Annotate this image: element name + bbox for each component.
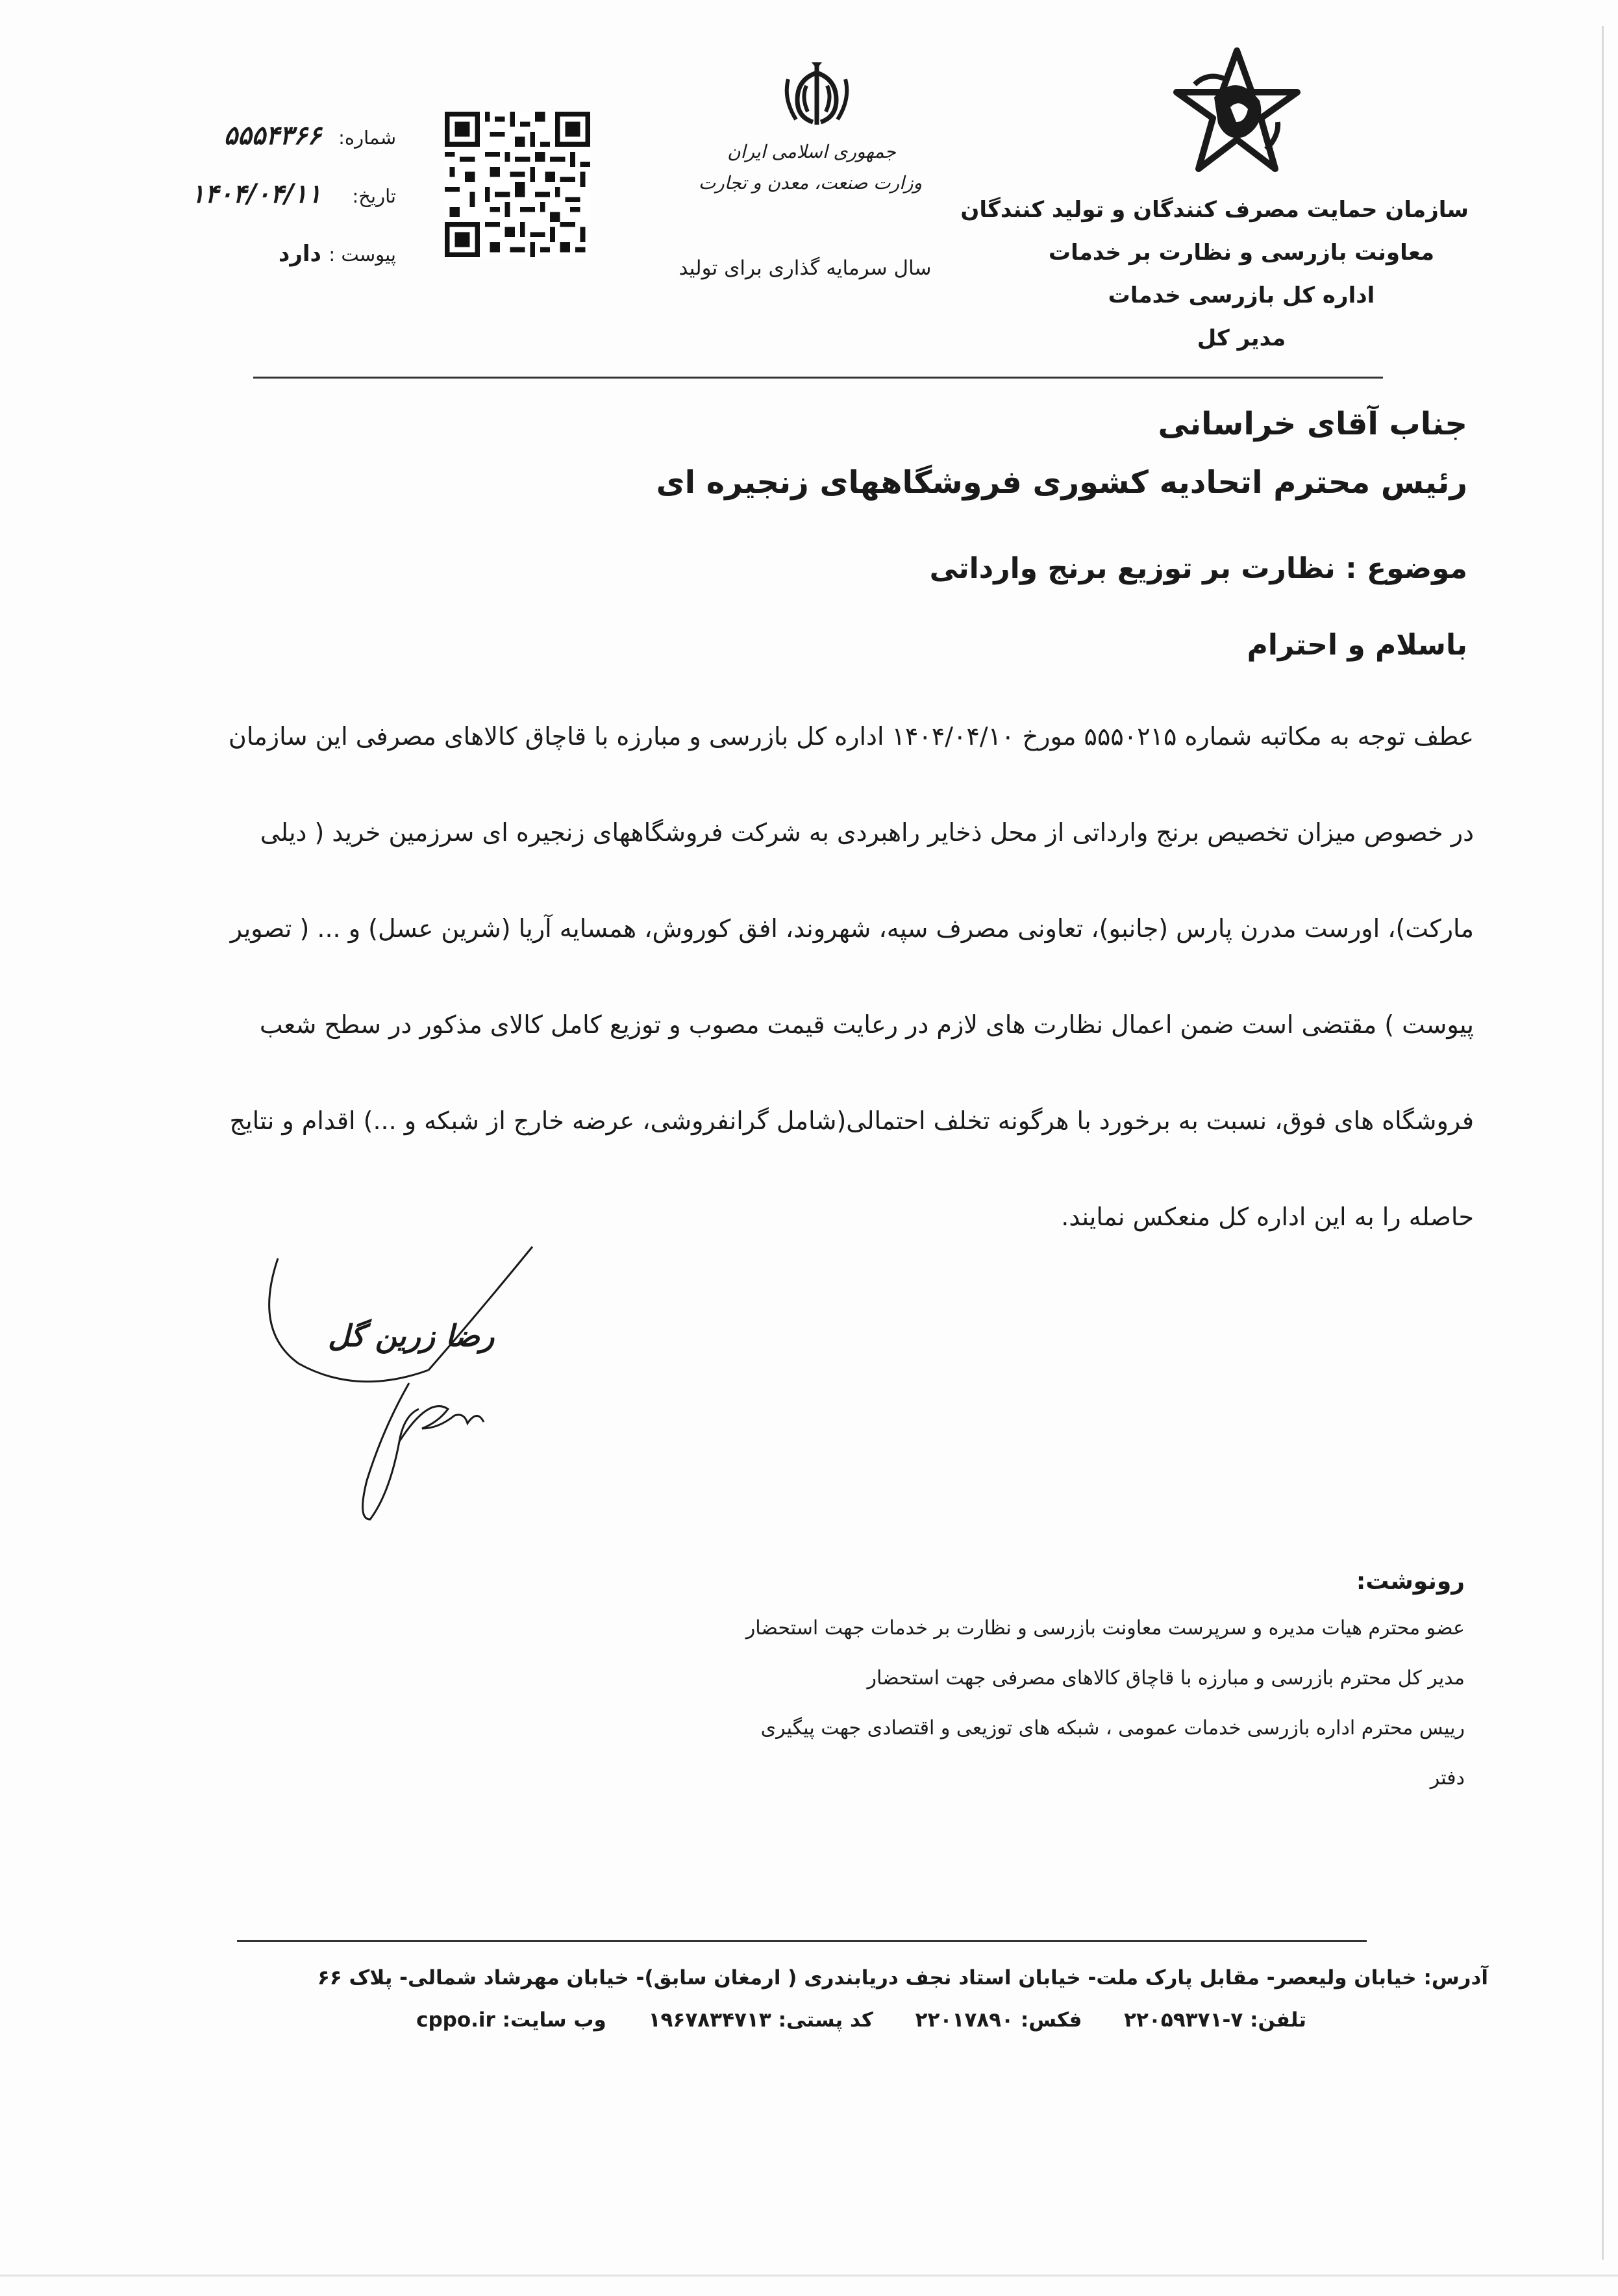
cc-item: دفتر bbox=[1430, 1767, 1465, 1790]
cc-item: رییس محترم اداره بازرسی خدمات عمومی ، شبکه های توزیعی و اقتصادی جهت پیگیری bbox=[760, 1717, 1465, 1740]
organization-logo bbox=[1169, 45, 1305, 175]
letter-date-label: تاریخ: bbox=[352, 185, 396, 207]
handwritten-signature bbox=[260, 1234, 545, 1532]
letter-number-row bbox=[188, 120, 396, 179]
footer-contact: تلفن: ۷-۲۲۰۵۹۳۷۱ فکس: ۲۲۰۱۷۸۹۰ کد پستی: ۱۹۶۷۸۳۴۷۱۳ وب سایت: cppo.ir bbox=[416, 2008, 1306, 2032]
org-name: سازمان حمایت مصرف کنندگان و تولید کنندگان bbox=[960, 197, 1469, 223]
org-role: مدیر کل bbox=[1197, 325, 1286, 351]
addressee-name: جناب آقای خراسانی bbox=[1158, 406, 1467, 442]
ministry-title bbox=[698, 136, 922, 199]
letter-attachment-value: دارد bbox=[278, 241, 321, 267]
letter-date-value: ۱۴۰۴/۰۴/۱۱ bbox=[190, 179, 321, 209]
greeting: باسلام و احترام bbox=[1247, 629, 1467, 662]
body-line: در خصوص میزان تخصیص برنج وارداتی از محل ذخایر راهبردی به شرکت فروشگاههای زنجیره ای سرزمین خرید ( دیلی bbox=[260, 818, 1474, 847]
body-line: حاصله را به این اداره کل منعکس نمایند. bbox=[1061, 1203, 1474, 1231]
letter-attachment-row bbox=[188, 237, 396, 295]
letter-number-value: ۵۵۵۴۳۶۶ bbox=[223, 120, 321, 151]
cc-title: رونوشت: bbox=[1356, 1568, 1465, 1595]
country-name: جمهوری اسلامی ایران bbox=[727, 141, 896, 162]
letter-subject: موضوع : نظارت بر توزیع برنج وارداتی bbox=[929, 552, 1467, 585]
letter-body bbox=[162, 688, 1474, 1265]
year-slogan: سال سرمایه گذاری برای تولید bbox=[678, 256, 932, 280]
organization-header bbox=[960, 188, 1469, 360]
letter-attachment-label: پیوست : bbox=[329, 243, 396, 266]
cc-item: عضو محترم هیات مدیره و سرپرست معاونت بازرسی و نظارت بر خدمات جهت استحضار bbox=[745, 1617, 1465, 1640]
body-line: عطف توجه به مکاتبه شماره ۵۵۵۰۲۱۵ مورخ ۱۴۰۴/۰۴/۱۰ اداره کل بازرسی و مبارزه با قاچاق کالاهای مصرفی این سازمان bbox=[228, 722, 1474, 751]
footer-divider bbox=[237, 1940, 1367, 1942]
body-line: فروشگاه های فوق، نسبت به برخورد با هرگونه تخلف احتمالی(شامل گرانفروشی، عرضه خارج از شبکه و ...) اقدام و نتایج bbox=[229, 1106, 1474, 1135]
iran-emblem-icon bbox=[778, 60, 856, 131]
signatory-name: رضا زرین گل bbox=[328, 1318, 495, 1353]
page-edge-bottom bbox=[0, 2275, 1618, 2277]
addressee-title: رئیس محترم اتحادیه کشوری فروشگاههای زنجیره ای bbox=[656, 464, 1467, 501]
body-line: پیوست ) مقتضی است ضمن اعمال نظارت های لازم در رعایت قیمت مصوب و توزیع کامل کالای مذکور در سطح شعب bbox=[259, 1010, 1474, 1039]
header-divider bbox=[253, 377, 1383, 379]
letter-number-label: شماره: bbox=[338, 127, 396, 149]
org-deputy: معاونت بازرسی و نظارت بر خدمات bbox=[1048, 240, 1435, 266]
qr-code bbox=[445, 112, 590, 257]
letter-date-row bbox=[188, 179, 396, 237]
page-edge-right bbox=[1602, 26, 1604, 2260]
org-department: اداره کل بازرسی خدمات bbox=[1108, 282, 1375, 308]
ministry-name: وزارت صنعت، معدن و تجارت bbox=[698, 172, 922, 193]
footer-address: آدرس: خیابان ولیعصر- مقابل پارک ملت- خیابان استاد نجف دریابندری ( ارمغان سابق)- خیابان مهرشاد شمالی- پلاک ۶۶ bbox=[317, 1966, 1488, 1990]
cc-item: مدیر کل محترم بازرسی و مبارزه با قاچاق کالاهای مصرفی جهت استحضار bbox=[867, 1667, 1465, 1690]
letter-metadata bbox=[188, 120, 396, 295]
body-line: مارکت)، اورست مدرن پارس (جانبو)، تعاونی مصرف سپه، شهروند، افق کوروش، همسایه آریا (شرین عسل) و ... ( تصویر bbox=[230, 914, 1474, 943]
